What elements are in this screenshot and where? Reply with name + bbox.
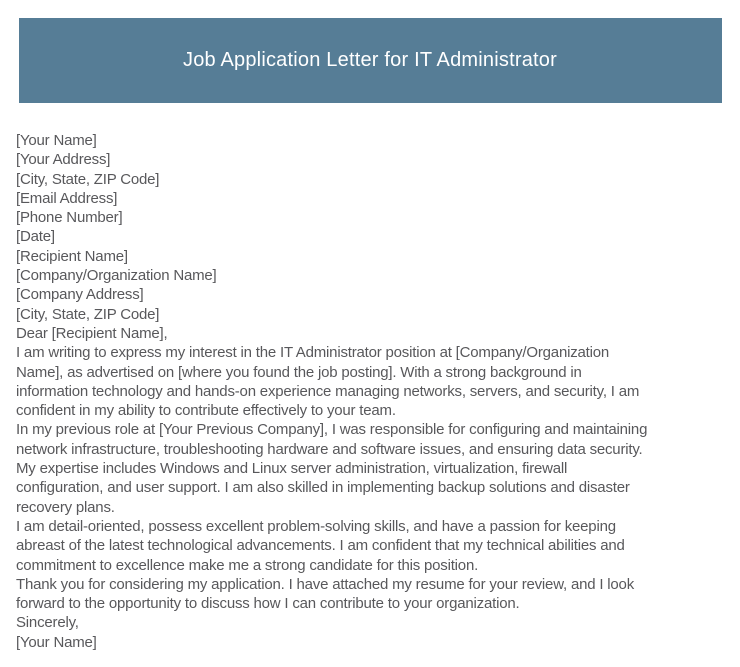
letter-line: [City, State, ZIP Code]: [16, 305, 160, 323]
letter-line: information technology and hands-on experience managing networks, servers, and security, I am: [16, 382, 640, 400]
title-banner: [19, 18, 722, 103]
letter-line: Sincerely,: [16, 614, 79, 632]
letter-line: [Company/Organization Name]: [16, 267, 217, 285]
letter-line: [Your Address]: [16, 151, 111, 169]
letter-line: network infrastructure, troubleshooting hardware and software issues, and ensuring data security.: [16, 440, 643, 458]
letter-line: abreast of the latest technological advancements. I am confident that my technical abilities and: [16, 537, 625, 555]
letter-line: My expertise includes Windows and Linux server administration, virtualization, firewall: [16, 460, 568, 478]
letter-line: [Recipient Name]: [16, 247, 128, 265]
letter-line: [Your Name]: [16, 633, 97, 651]
letter-line: forward to the opportunity to discuss how I can contribute to your organization.: [16, 595, 520, 613]
letter-line: [Your Name]: [16, 132, 97, 149]
letter-line: Thank you for considering my application. I have attached my resume for your review, and I look: [16, 575, 634, 593]
letter-line: [Phone Number]: [16, 209, 123, 227]
letter-line: commitment to excellence make me a strong candidate for this position.: [16, 556, 479, 574]
letter-line: Name], as advertised on [where you found the job posting]. With a strong background in: [16, 363, 582, 381]
letter-line: confident in my ability to contribute effectively to your team.: [16, 402, 396, 420]
letter-line: [Email Address]: [16, 189, 118, 207]
letter-line: Dear [Recipient Name],: [16, 324, 168, 342]
letter-line: [City, State, ZIP Code]: [16, 170, 160, 188]
letter-line: recovery plans.: [16, 498, 115, 516]
letter-line: configuration, and user support. I am also skilled in implementing backup solutions and disaster: [16, 479, 630, 497]
letter-line: [Date]: [16, 228, 55, 246]
letter-line: I am writing to express my interest in the IT Administrator position at [Company/Organization: [16, 344, 610, 362]
letter-line: I am detail-oriented, possess excellent problem-solving skills, and have a passion for keeping: [16, 517, 616, 535]
page-title: Job Application Letter for IT Administrator: [183, 49, 557, 71]
letter-body: [0, 131, 740, 652]
letter-line: In my previous role at [Your Previous Company], I was responsible for configuring and maintaining: [16, 421, 648, 439]
letter-line: [Company Address]: [16, 286, 144, 304]
